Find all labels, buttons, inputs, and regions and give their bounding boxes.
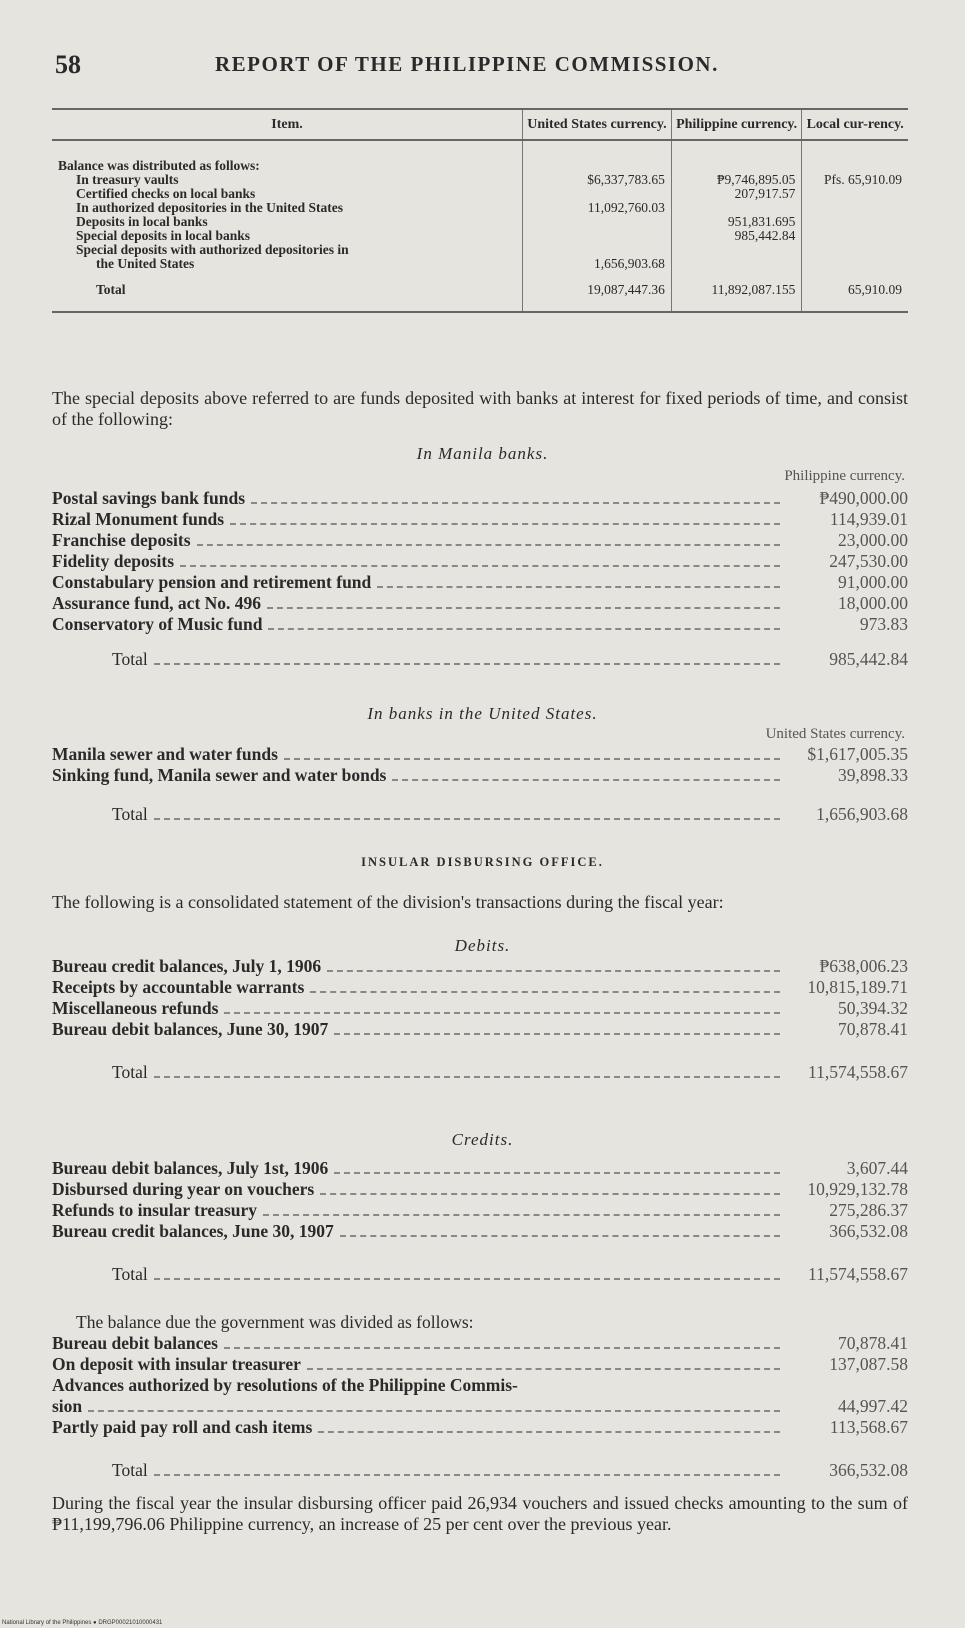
cell-ph: 207,917.57 (671, 187, 802, 201)
cell-local (802, 215, 908, 229)
cell-us (523, 187, 672, 201)
list-item: On deposit with insular treasurer 137,087.58 (52, 1354, 908, 1374)
cell-local (802, 257, 908, 271)
us-banks-heading: In banks in the United States. (367, 704, 598, 723)
list-total: Total 985,442.84 (112, 649, 908, 669)
list-item: Partly paid pay roll and cash items 113,568.67 (52, 1417, 908, 1437)
credits-heading: Credits. (451, 1130, 514, 1149)
list-item: Sinking fund, Manila sewer and water bonds 39,898.33 (52, 765, 908, 785)
cell-ph (671, 201, 802, 215)
table-row (52, 173, 908, 187)
row-label: Deposits in local banks (76, 214, 208, 229)
list-item: Bureau credit balances, June 30, 1907 366,532.08 (52, 1221, 908, 1241)
list-item: Bureau credit balances, July 1, 1906 ₱638,006.23 (52, 956, 908, 976)
manila-banks-heading: In Manila banks. (416, 444, 549, 463)
row-label: Special deposits in local banks (76, 228, 251, 243)
list-item: Fidelity deposits 247,530.00 (52, 551, 908, 571)
credits-list (52, 1158, 908, 1285)
balance-division-list (52, 1312, 908, 1481)
list-item: Rizal Monument funds 114,939.01 (52, 509, 908, 529)
cell-ph: ₱9,746,895.05 (671, 173, 802, 187)
special-deposits-paragraph: The special deposits above referred to are funds deposited with banks at interest for fixed periods of time, and consist of the following: (52, 388, 908, 429)
col-header-ph-currency: Philippine currency. (671, 109, 802, 140)
closing-paragraph: During the fiscal year the insular disbursing officer paid 26,934 vouchers and issued checks amounting to the sum of ₱11,199,796.06 Philippine currency, an increase of 25 per cent over the previous year. (52, 1493, 908, 1534)
cell-ph: 951,831.695 (671, 215, 802, 229)
list-total: Total 1,656,903.68 (112, 804, 908, 824)
list-item: Bureau debit balances 70,878.41 (52, 1333, 908, 1353)
cell-us: 1,656,903.68 (523, 257, 672, 271)
list-item: Miscellaneous refunds 50,394.32 (52, 998, 908, 1018)
cell-ph: 985,442.84 (671, 229, 802, 243)
list-item: Receipts by accountable warrants 10,815,189.71 (52, 977, 908, 997)
cell-local (802, 229, 908, 243)
total-ph: 11,892,087.155 (671, 271, 802, 312)
total-label: Total (52, 271, 523, 312)
list-item: Manila sewer and water funds $1,617,005.35 (52, 744, 908, 764)
col-header-item: Item. (52, 109, 523, 140)
row-label: In treasury vaults (76, 172, 179, 187)
row-label: In authorized depositories in the United States (76, 200, 344, 215)
table-total-row (52, 271, 908, 312)
col-header-us-currency: United States currency. (523, 109, 672, 140)
table-row (52, 140, 908, 173)
table-row (52, 229, 908, 243)
total-us: 19,087,447.36 (523, 271, 672, 312)
table-heading-cell: Balance was distributed as follows: (58, 158, 260, 173)
list-item: Assurance fund, act No. 496 18,000.00 (52, 593, 908, 613)
balance-distribution-table (52, 108, 908, 313)
balance-intro: The balance due the government was divided as follows: (76, 1312, 474, 1332)
manila-banks-list (52, 488, 908, 670)
section-title: INSULAR DISBURSING OFFICE. (361, 855, 604, 869)
cell-us: 11,092,760.03 (523, 201, 672, 215)
list-total: Total 11,574,558.67 (112, 1062, 908, 1082)
row-label: Special deposits with authorized depositories in (76, 242, 349, 257)
table-row (52, 201, 908, 215)
list-item-continued: sion 44,997.42 (52, 1396, 908, 1416)
us-currency-label: United States currency. (765, 726, 905, 742)
cell-us (523, 229, 672, 243)
list-item: Bureau debit balances, July 1st, 1906 3,607.44 (52, 1158, 908, 1178)
cell-local: Pfs. 65,910.09 (802, 173, 908, 187)
cell-local (802, 187, 908, 201)
list-item: Disbursed during year on vouchers 10,929,132.78 (52, 1179, 908, 1199)
cell-local (802, 201, 908, 215)
list-item: Conservatory of Music fund 973.83 (52, 614, 908, 634)
cell-us (523, 215, 672, 229)
cell-ph (671, 257, 802, 271)
debits-list (52, 956, 908, 1083)
list-total: Total 11,574,558.67 (112, 1264, 908, 1284)
consolidated-statement-paragraph: The following is a consolidated statement of the division's transactions during the fiscal year: (52, 892, 724, 912)
list-item: Constabulary pension and retirement fund 91,000.00 (52, 572, 908, 592)
list-total: Total 366,532.08 (112, 1460, 908, 1480)
col-header-local-currency: Local cur-rency. (802, 109, 908, 140)
debits-heading: Debits. (454, 936, 511, 955)
table-row (52, 257, 908, 271)
table-row (52, 243, 908, 257)
page-number: 58 (55, 50, 81, 79)
cell-us: $6,337,783.65 (523, 173, 672, 187)
table-row (52, 215, 908, 229)
list-item: Advances authorized by resolutions of the Philippine Commis- (52, 1375, 518, 1395)
row-label: Certified checks on local banks (76, 186, 256, 201)
page-header (55, 46, 905, 86)
list-item: Refunds to insular treasury 275,286.37 (52, 1200, 908, 1220)
list-item: Bureau debit balances, June 30, 1907 70,878.41 (52, 1019, 908, 1039)
archive-footer: National Library of the Philippines ● DRGP00021010000431 (2, 1620, 163, 1626)
table-row (52, 187, 908, 201)
page-title: REPORT OF THE PHILIPPINE COMMISSION. (215, 52, 719, 76)
us-banks-list (52, 744, 908, 825)
total-local: 65,910.09 (802, 271, 908, 312)
manila-currency-label: Philippine currency. (784, 468, 905, 484)
list-item: Franchise deposits 23,000.00 (52, 530, 908, 550)
list-item: Postal savings bank funds ₱490,000.00 (52, 488, 908, 508)
row-label-continued: the United States (96, 256, 195, 271)
